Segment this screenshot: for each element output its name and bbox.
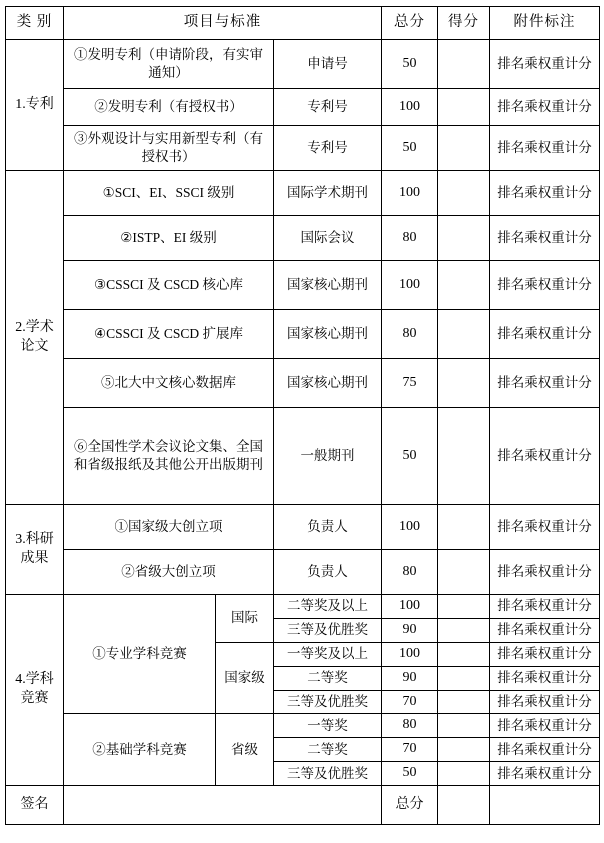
item-total: 100 [382,89,438,126]
award-kind: 一等奖及以上 [274,642,382,666]
item-kind: 专利号 [274,89,382,126]
item-total: 90 [382,666,438,690]
table-row [6,550,600,595]
item-label: ②基础学科竞赛 [64,714,216,786]
footer-total-value[interactable] [438,786,490,825]
table-row [6,40,600,89]
item-note: 排名乘权重计分 [490,89,600,126]
category-discipline-contest: 4.学科竞赛 [6,595,64,786]
item-label: ②ISTP、EI 级别 [64,216,274,261]
item-kind: 专利号 [274,126,382,171]
item-score[interactable] [438,738,490,762]
item-total: 75 [382,359,438,408]
item-total: 50 [382,408,438,505]
item-kind: 国际学术期刊 [274,171,382,216]
signature-row [6,786,600,825]
item-score[interactable] [438,714,490,738]
item-score[interactable] [438,666,490,690]
item-label: ②省级大创立项 [64,550,274,595]
item-kind: 负责人 [274,505,382,550]
item-score[interactable] [438,126,490,171]
item-note: 排名乘权重计分 [490,690,600,714]
award-kind: 一等奖 [274,714,382,738]
header-category: 类 别 [6,7,64,40]
item-note: 排名乘权重计分 [490,126,600,171]
header-total: 总分 [382,7,438,40]
item-total: 90 [382,618,438,642]
item-score[interactable] [438,550,490,595]
item-total: 50 [382,126,438,171]
table-row [6,261,600,310]
header-item-standard: 项目与标准 [64,7,382,40]
footer-note-value [490,786,600,825]
table-row [6,126,600,171]
item-total: 80 [382,550,438,595]
item-note: 排名乘权重计分 [490,595,600,619]
item-label: ①国家级大创立项 [64,505,274,550]
table-row [6,595,600,619]
table-row [6,216,600,261]
item-label: ④CSSCI 及 CSCD 扩展库 [64,310,274,359]
item-total: 100 [382,171,438,216]
item-label: ①专业学科竞赛 [64,595,216,714]
item-note: 排名乘权重计分 [490,216,600,261]
table-row [6,89,600,126]
table-row [6,714,600,738]
item-score[interactable] [438,40,490,89]
award-kind: 二等奖 [274,738,382,762]
item-score[interactable] [438,690,490,714]
item-label: ⑤北大中文核心数据库 [64,359,274,408]
item-note: 排名乘权重计分 [490,359,600,408]
item-total: 80 [382,216,438,261]
item-note: 排名乘权重计分 [490,408,600,505]
item-note: 排名乘权重计分 [490,171,600,216]
item-note: 排名乘权重计分 [490,261,600,310]
item-score[interactable] [438,505,490,550]
item-kind: 申请号 [274,40,382,89]
footer-total-label: 总分 [382,786,438,825]
item-total: 80 [382,714,438,738]
item-total: 80 [382,310,438,359]
item-kind: 负责人 [274,550,382,595]
item-label: ③CSSCI 及 CSCD 核心库 [64,261,274,310]
item-score[interactable] [438,171,490,216]
category-research-results: 3.科研成果 [6,505,64,595]
item-score[interactable] [438,762,490,786]
item-note: 排名乘权重计分 [490,762,600,786]
item-score[interactable] [438,359,490,408]
header-score: 得分 [438,7,490,40]
award-kind: 三等及优胜奖 [274,618,382,642]
item-total: 70 [382,690,438,714]
item-score[interactable] [438,310,490,359]
item-label: ③外观设计与实用新型专利（有授权书） [64,126,274,171]
item-total: 100 [382,642,438,666]
item-score[interactable] [438,642,490,666]
item-note: 排名乘权重计分 [490,505,600,550]
item-note: 排名乘权重计分 [490,310,600,359]
signature-field[interactable] [64,786,382,825]
award-kind: 三等及优胜奖 [274,762,382,786]
category-academic-paper: 2.学术论文 [6,171,64,505]
item-score[interactable] [438,595,490,619]
item-note: 排名乘权重计分 [490,642,600,666]
item-label: ①发明专利（申请阶段，有实审通知） [64,40,274,89]
table-row [6,359,600,408]
item-label: ②发明专利（有授权书） [64,89,274,126]
contest-level: 省级 [216,714,274,786]
contest-level: 国家级 [216,642,274,714]
category-patent: 1.专利 [6,40,64,171]
header-note: 附件标注 [490,7,600,40]
item-score[interactable] [438,216,490,261]
table-row [6,408,600,505]
item-note: 排名乘权重计分 [490,666,600,690]
item-kind: 国际会议 [274,216,382,261]
item-score[interactable] [438,618,490,642]
award-kind: 三等及优胜奖 [274,690,382,714]
contest-level: 国际 [216,595,274,643]
item-kind: 一般期刊 [274,408,382,505]
signature-label: 签名 [6,786,64,825]
item-total: 70 [382,738,438,762]
item-score[interactable] [438,261,490,310]
item-note: 排名乘权重计分 [490,40,600,89]
table-row [6,505,600,550]
item-note: 排名乘权重计分 [490,550,600,595]
item-note: 排名乘权重计分 [490,714,600,738]
item-score[interactable] [438,408,490,505]
item-total: 50 [382,762,438,786]
achievement-score-table [5,6,600,825]
item-total: 100 [382,595,438,619]
item-kind: 国家核心期刊 [274,310,382,359]
item-label: ①SCI、EI、SSCI 级别 [64,171,274,216]
table-header-row [6,7,600,40]
item-score[interactable] [438,89,490,126]
table-row [6,310,600,359]
award-kind: 二等奖 [274,666,382,690]
item-kind: 国家核心期刊 [274,359,382,408]
award-kind: 二等奖及以上 [274,595,382,619]
table-row [6,171,600,216]
item-note: 排名乘权重计分 [490,618,600,642]
item-note: 排名乘权重计分 [490,738,600,762]
item-total: 50 [382,40,438,89]
item-total: 100 [382,505,438,550]
item-label: ⑥全国性学术会议论文集、全国和省级报纸及其他公开出版期刊 [64,408,274,505]
item-total: 100 [382,261,438,310]
item-kind: 国家核心期刊 [274,261,382,310]
